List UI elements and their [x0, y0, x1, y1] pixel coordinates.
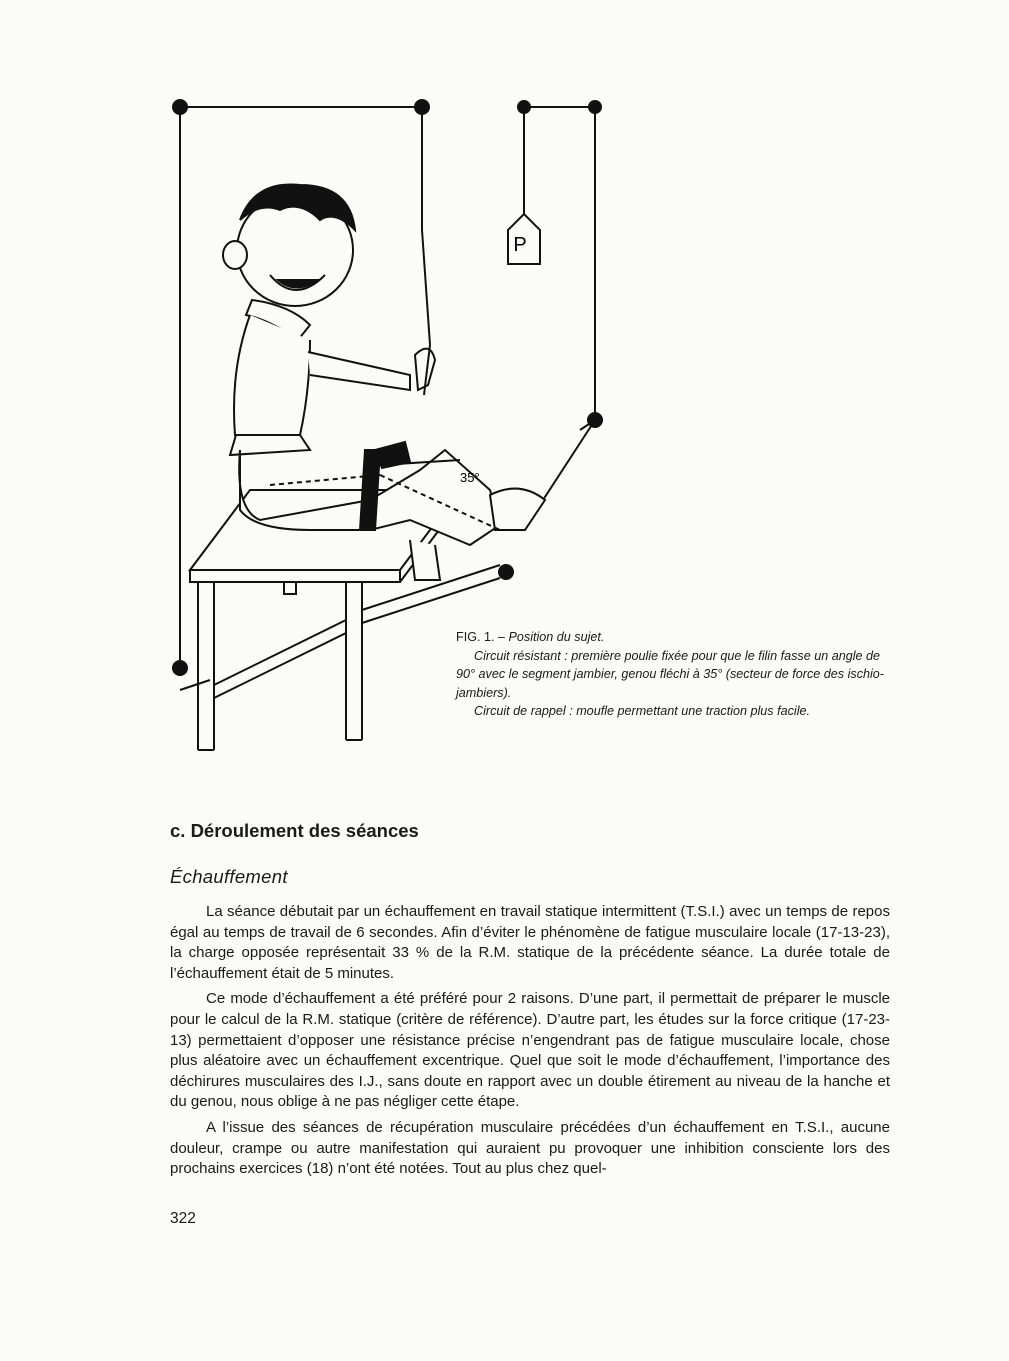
body-text: [170, 902, 890, 1185]
pulley: [173, 100, 187, 114]
caption-line-1: Circuit résistant : première poulie fixée pour que le filin fasse un angle de 90° avec le segment jambier, genou fléchi à 35° (secteur de force des ischio-jambiers).: [456, 648, 884, 700]
figure-caption: [456, 628, 892, 721]
weight-label: P: [513, 234, 527, 256]
page-number: 322: [170, 1210, 196, 1227]
resistance-cable: [422, 230, 430, 345]
paragraph: La séance débutait par un échauffement en travail statique intermittent (T.S.I.) avec un temps de repos égal au temps de travail de 6 secondes. Afin d’éviter le phénomène de fatigue musculaire locale (17-13-23), la charge opposée représentait 33 % de la R.M. statique de la précédente séance. La durée totale de l’échauffement était de 5 minutes.: [170, 903, 890, 982]
angle-label: 35°: [460, 470, 480, 485]
paragraph: Ce mode d’échauffement a été préféré pour 2 raisons. D’une part, il permettait de préparer le muscle pour le calcul de la R.M. statique (critère de référence). D’autre part, les études sur la force critique (17-23-13) permettaient d’opposer une résistance précise n’engendrant pas de fatigue musculaire locale, chose plus aléatoire avec un échauffement excentrique. Quel que soit le mode d’échauffement, l’importance des déchirures musculaires des I.J., sans doute en rapport avec un double étirement au niveau de la hanche et du genou, nous oblige à ne pas négliger cette étape.: [170, 990, 890, 1111]
section-heading: c. Déroulement des séances: [170, 820, 419, 841]
figure-title: Position du sujet.: [508, 630, 605, 644]
figure-number: FIG. 1. –: [456, 630, 509, 644]
paragraph: A l’issue des séances de récupération musculaire précédées d’un échauffement en T.S.I., aucune douleur, crampe ou autre manifestation qui auraient pu provoquer une inhibition consciente lors des prochains exercices (18) n’ont été notées. Tout au plus chez quel-: [170, 1118, 890, 1178]
caption-line-2: Circuit de rappel : moufle permettant une traction plus facile.: [474, 704, 811, 718]
subsection-heading: Échauffement: [170, 866, 288, 887]
